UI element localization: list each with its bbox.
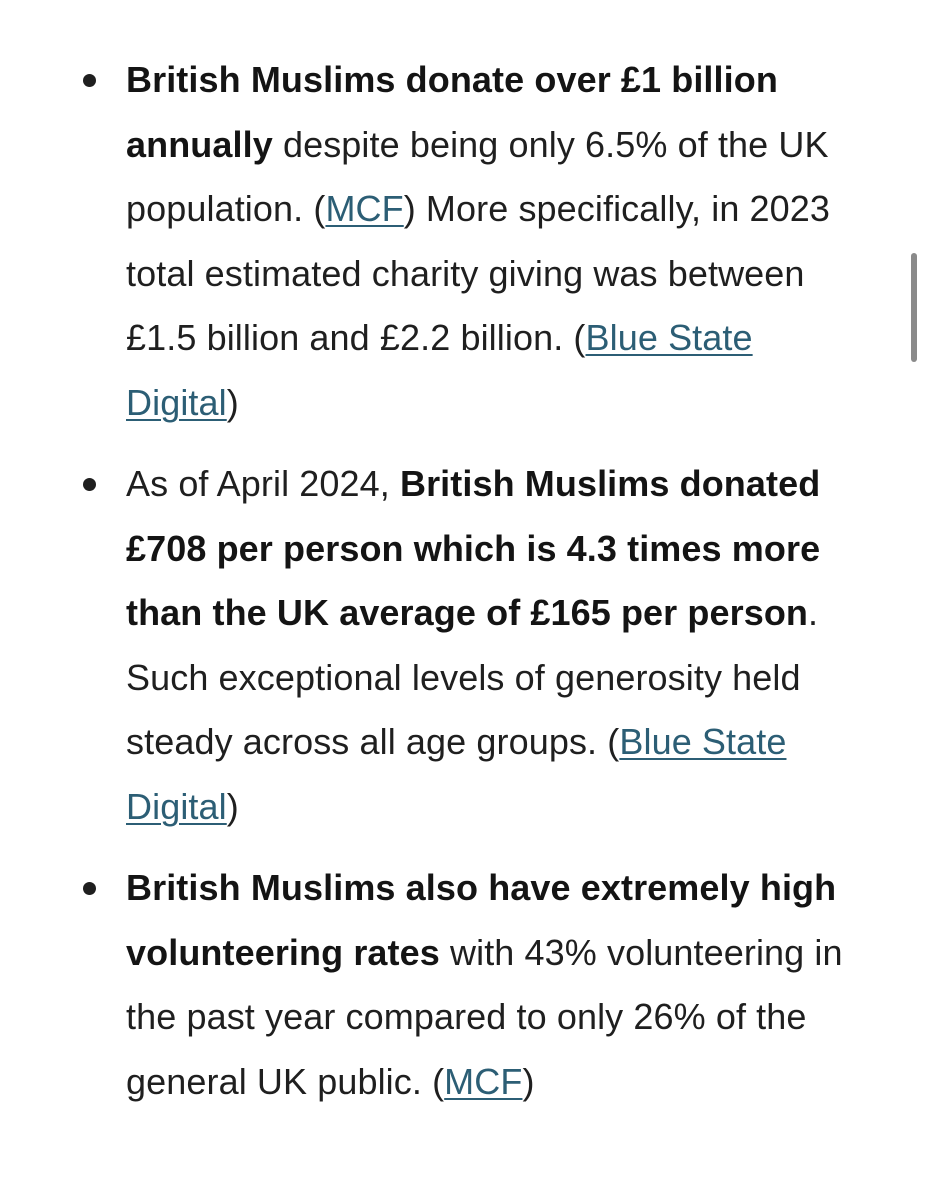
bold-text: British Muslims donated £708 per person which is 4.3 times more than the UK average of £165 per person xyxy=(126,463,821,633)
body-text: ) xyxy=(522,1060,535,1102)
body-text: ) More specifically, in 2023 total estimated charity giving was between £1.5 billion and £2.2 billion. ( xyxy=(126,188,831,358)
bold-text: British Muslims also have extremely high volunteering rates xyxy=(126,867,837,973)
article-content xyxy=(0,48,900,1131)
body-text: despite being only 6.5% of the UK population. ( xyxy=(126,123,829,229)
bullet-list xyxy=(0,48,900,1114)
list-item xyxy=(0,452,900,839)
source-link-blue-state-digital[interactable]: Blue State Digital xyxy=(126,721,787,827)
body-text: . Such exceptional levels of generosity held steady across all age groups. ( xyxy=(126,592,819,762)
source-link-blue-state-digital[interactable]: Blue State Digital xyxy=(126,317,753,423)
body-text: ) xyxy=(226,381,239,423)
body-text: As of April 2024, xyxy=(126,463,400,504)
list-item xyxy=(0,856,900,1114)
bullet-dot-icon xyxy=(83,882,96,895)
bullet-dot-icon xyxy=(83,74,96,87)
body-text: ) xyxy=(226,785,239,827)
source-link-mcf[interactable]: MCF xyxy=(444,1060,523,1102)
list-item xyxy=(0,48,900,435)
scrollbar-thumb[interactable] xyxy=(911,253,917,362)
bold-text: British Muslims donate over £1 billion annually xyxy=(126,59,778,165)
bullet-dot-icon xyxy=(83,478,96,491)
body-text: with 43% volunteering in the past year compared to only 26% of the general UK public. ( xyxy=(126,931,843,1102)
source-link-mcf[interactable]: MCF xyxy=(325,188,404,229)
